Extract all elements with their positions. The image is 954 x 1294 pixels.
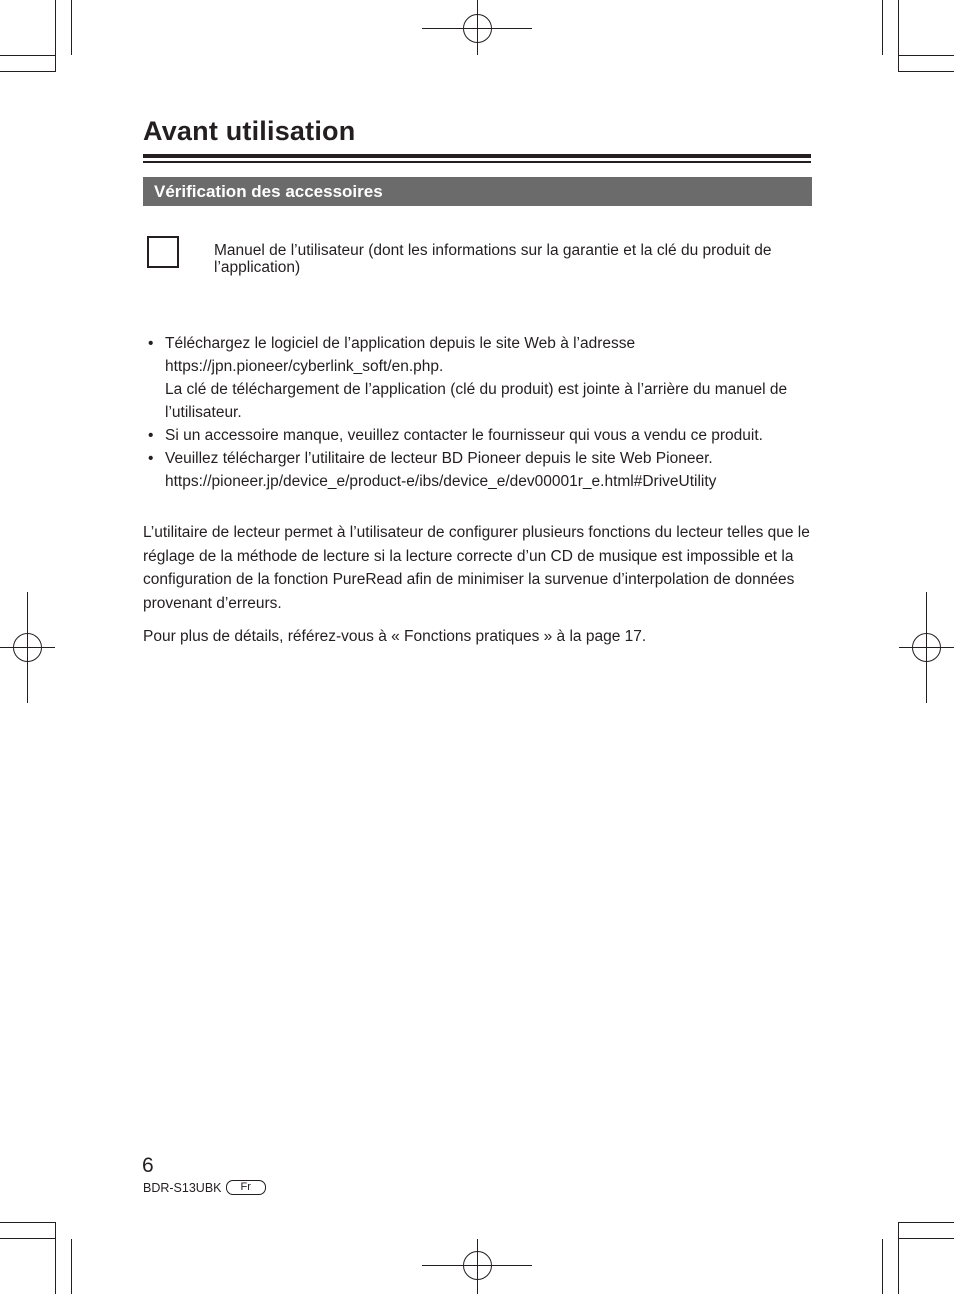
language-badge: Fr [226,1180,266,1195]
title-rule-thin [143,161,811,163]
note-line: Si un accessoire manque, veuillez contacter le fournisseur qui vous a vendu ce produit. [165,427,763,444]
note-line: Téléchargez le logiciel de l’application depuis le site Web à l’adresse [165,335,636,352]
section-title: Vérification des accessoires [154,182,383,201]
notes-list [143,332,803,493]
reference-paragraph: Pour plus de détails, référez-vous à « Fonctions pratiques » à la page 17. [143,628,647,645]
body-paragraph: L’utilitaire de lecteur permet à l’utilisateur de configurer plusieurs fonctions du lecteur telles que le réglage de la méthode de lecture si la lecture correcte d’un CD de musique est impossible et la configuration de la fonction PureRead afin de minimiser la survenue d’interpolation de données provenant d’erreurs. [143,524,810,612]
list-item [143,332,803,424]
drive-utility-url[interactable]: https://pioneer.jp/device_e/product-e/ibs/device_e/dev00001r_e.html#DriveUtility [165,473,717,490]
page-title: Avant utilisation [143,116,356,146]
bullet-icon: • [148,427,154,444]
note-line: Veuillez télécharger l’utilitaire de lecteur BD Pioneer depuis le site Web Pioneer. [165,450,713,467]
model-label: BDR-S13UBK [143,1180,222,1195]
list-item [143,424,803,447]
page-number: 6 [142,1154,154,1177]
section-header-bar [143,177,812,206]
accessory-item-label: Manuel de l’utilisateur (dont les informations sur la garantie et la clé du produit de l’application) [214,242,772,276]
bullet-icon: • [148,335,154,352]
download-url[interactable]: https://jpn.pioneer/cyberlink_soft/en.php. [165,358,444,375]
title-rule-thick [143,154,811,158]
list-item [143,447,803,493]
footer [143,1180,266,1195]
bullet-icon: • [148,450,154,467]
accessory-checkbox-icon [147,236,179,268]
note-line: La clé de téléchargement de l’application (clé du produit) est jointe à l’arrière du manuel de l’utilisateur. [165,381,788,421]
